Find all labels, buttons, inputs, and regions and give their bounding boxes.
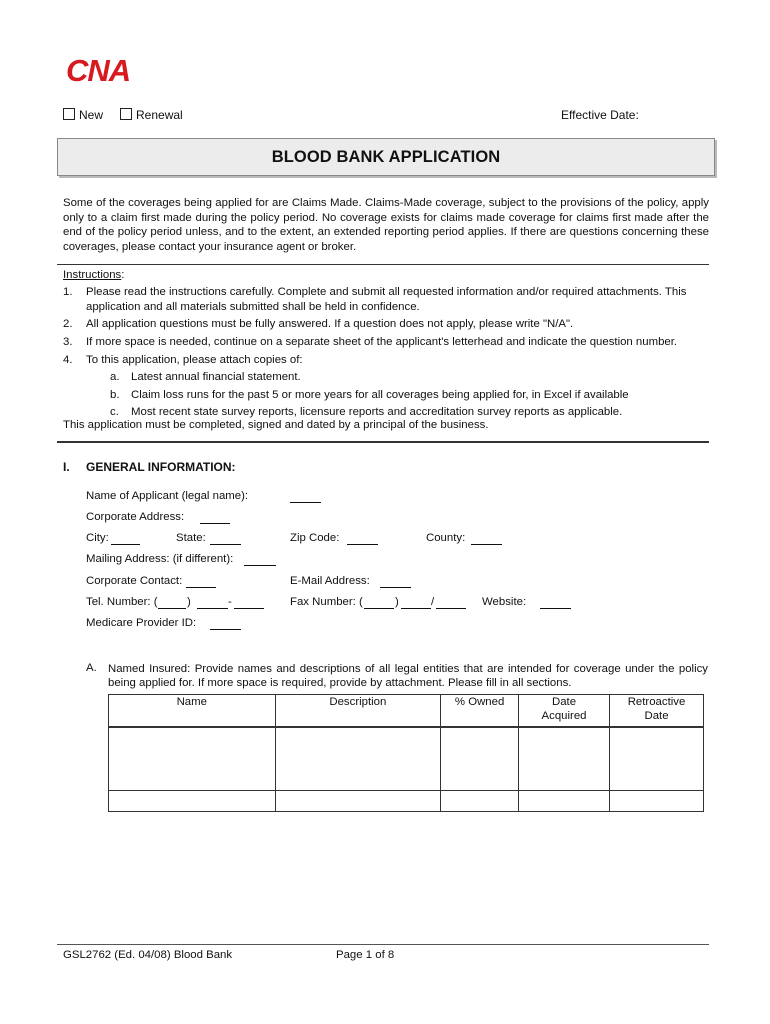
zip-label: Zip Code:	[290, 532, 340, 544]
instructions-list	[63, 285, 701, 423]
named-insured-table	[108, 694, 704, 812]
mailing-address-field[interactable]	[244, 555, 276, 566]
tel-label: Tel. Number: (	[86, 596, 158, 608]
effective-date-label: Effective Date:	[561, 108, 639, 122]
section-divider	[57, 441, 709, 443]
zip-field[interactable]	[347, 534, 378, 545]
page-title: BLOOD BANK APPLICATION	[271, 147, 501, 166]
website-label: Website:	[482, 596, 527, 608]
county-label: County:	[426, 532, 466, 544]
tel-dash: -	[228, 596, 232, 608]
column-header: Retroactive Date	[610, 694, 704, 727]
attachment-item: c. Most recent state survey reports, licensure reports and accreditation survey reports as applicable.	[110, 406, 623, 419]
section-number: I.	[63, 460, 70, 474]
column-header: Description	[275, 694, 441, 727]
new-checkbox-group[interactable]	[63, 108, 103, 122]
email-field[interactable]	[380, 577, 411, 588]
corporate-contact-field[interactable]	[186, 577, 216, 588]
title-banner	[57, 138, 715, 176]
claims-made-notice: Some of the coverages being applied for are Claims Made. Claims-Made coverage, subject to the provisions of the policy, apply only to a claim first made during the policy period. No coverage exists for claims made coverage for claims first made after the end of the policy period unless, and to the extent, an extended reporting period applies. If there are questions concerning these coverages, please contact your insurance agent or broker.	[63, 197, 709, 253]
svg-text:CNA: CNA	[66, 53, 131, 86]
city-field[interactable]	[111, 534, 140, 545]
medicare-label: Medicare Provider ID:	[86, 617, 197, 629]
table-row	[109, 791, 704, 812]
instruction-item: 4. To this application, please attach copies of:	[63, 353, 303, 366]
date-acquired-cell[interactable]	[519, 791, 610, 812]
city-label: City:	[86, 532, 109, 544]
retroactive-date-cell[interactable]	[610, 791, 704, 812]
attachment-item: a. Latest annual financial statement.	[110, 371, 301, 384]
instructions-heading: Instructions:	[63, 269, 125, 281]
new-checkbox[interactable]	[63, 108, 75, 120]
signature-requirement: This application must be completed, signed and dated by a principal of the business.	[63, 419, 489, 431]
fax-prefix-field[interactable]	[401, 598, 431, 609]
divider	[57, 264, 709, 265]
footer-divider	[57, 944, 709, 945]
fax-line-field[interactable]	[436, 598, 466, 609]
instruction-item: 3. If more space is needed, continue on a separate sheet of the applicant's letterhead and indicate the question number.	[63, 335, 678, 348]
attachment-item: b. Claim loss runs for the past 5 or more years for all coverages being applied for, in Excel if available	[110, 388, 629, 401]
instruction-item: 2. All application questions must be fully answered. If a question does not apply, please write "N/A".	[63, 318, 574, 331]
description-cell[interactable]	[275, 791, 441, 812]
named-insured-instructions: Named Insured: Provide names and descriptions of all legal entities that are intended for coverage under the policy being applied for. If more space is required, provide by attachment. Please fill in all sections.	[108, 663, 708, 690]
cna-logo	[66, 52, 146, 86]
page-number: Page 1 of 8	[336, 949, 395, 961]
date-acquired-cell[interactable]	[519, 727, 610, 791]
fax-area-code-field[interactable]	[364, 598, 394, 609]
section-title: GENERAL INFORMATION:	[86, 460, 236, 474]
percent-owned-cell[interactable]	[441, 791, 519, 812]
name-cell[interactable]	[109, 791, 276, 812]
renewal-checkbox[interactable]	[120, 108, 132, 120]
column-header: Date Acquired	[519, 694, 610, 727]
column-header: % Owned	[441, 694, 519, 727]
new-label: New	[79, 108, 104, 122]
form-id: GSL2762 (Ed. 04/08) Blood Bank	[63, 949, 233, 961]
corporate-contact-label: Corporate Contact:	[86, 575, 183, 587]
column-header: Name	[109, 694, 276, 727]
tel-area-code-field[interactable]	[158, 598, 186, 609]
instruction-item: 1. Please read the instructions carefully. Complete and submit all requested information and/or required attachments. This application and all materials submitted shall be held in confidence.	[63, 286, 687, 313]
state-field[interactable]	[210, 534, 241, 545]
medicare-field[interactable]	[210, 619, 241, 630]
tel-prefix-field[interactable]	[197, 598, 228, 609]
tel-line-field[interactable]	[234, 598, 264, 609]
corporate-address-field[interactable]	[200, 513, 230, 524]
fax-label: Fax Number: (	[290, 596, 363, 608]
renewal-checkbox-group[interactable]	[120, 108, 183, 122]
fax-slash: /	[431, 596, 435, 608]
renewal-label: Renewal	[136, 108, 183, 122]
website-field[interactable]	[540, 598, 571, 609]
percent-owned-cell[interactable]	[441, 727, 519, 791]
county-field[interactable]	[471, 534, 502, 545]
named-insured-letter: A.	[86, 662, 97, 674]
mailing-address-label: Mailing Address: (if different):	[86, 553, 234, 565]
table-header-row	[109, 694, 704, 727]
fax-paren: )	[395, 596, 399, 608]
table-row	[109, 727, 704, 791]
state-label: State:	[176, 532, 206, 544]
applicant-name-label: Name of Applicant (legal name):	[86, 490, 249, 502]
corporate-address-label: Corporate Address:	[86, 511, 185, 523]
email-label: E-Mail Address:	[290, 575, 370, 587]
name-cell[interactable]	[109, 727, 276, 791]
tel-paren: )	[187, 596, 191, 608]
retroactive-date-cell[interactable]	[610, 727, 704, 791]
applicant-name-field[interactable]	[290, 492, 321, 503]
description-cell[interactable]	[275, 727, 441, 791]
